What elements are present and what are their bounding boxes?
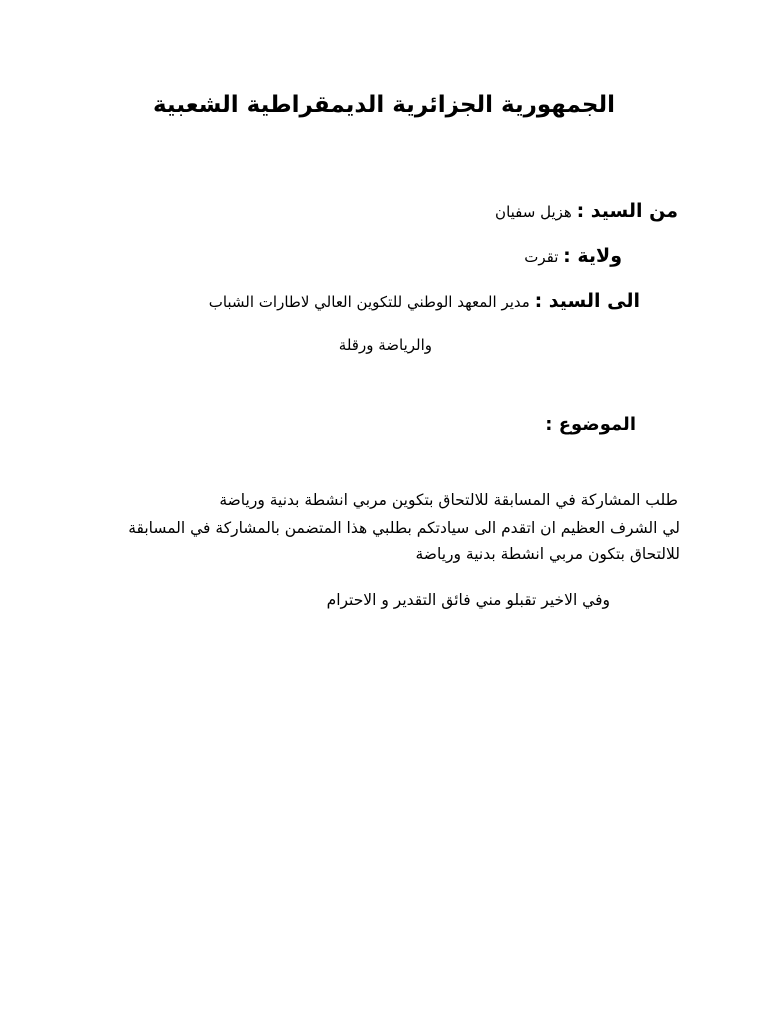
from-label: من السيد : <box>576 200 678 222</box>
subject-label: الموضوع : <box>545 414 636 435</box>
body-line-1: طلب المشاركة في المسابقة للالتحاق بتكوين مربي انشطة بدنية ورياضة <box>219 491 678 509</box>
body-line-3: للالتحاق بتكون مربي انشطة بدنية ورياضة <box>415 545 680 563</box>
to-label: الى السيد : <box>534 290 640 312</box>
to-value-continuation: والرياضة ورقلة <box>338 336 432 354</box>
document-title: الجمهورية الجزائرية الديمقراطية الشعبية <box>152 92 616 118</box>
wilaya-label: ولاية : <box>563 245 622 267</box>
to-field <box>209 290 640 313</box>
closing-line: وفي الاخير تقبلو مني فائق التقدير و الاحترام <box>326 591 610 609</box>
from-value: هزيل سفيان <box>495 203 572 221</box>
body-line-2: لي الشرف العظيم ان اتقدم الى سيادتكم بطلبي هذا المتضمن بالمشاركة في المسابقة <box>128 519 680 537</box>
wilaya-field <box>524 245 622 268</box>
wilaya-value: تقرت <box>524 248 559 266</box>
from-field <box>495 200 678 223</box>
to-value: مدير المعهد الوطني للتكوين العالي لاطارات الشباب <box>208 293 530 311</box>
